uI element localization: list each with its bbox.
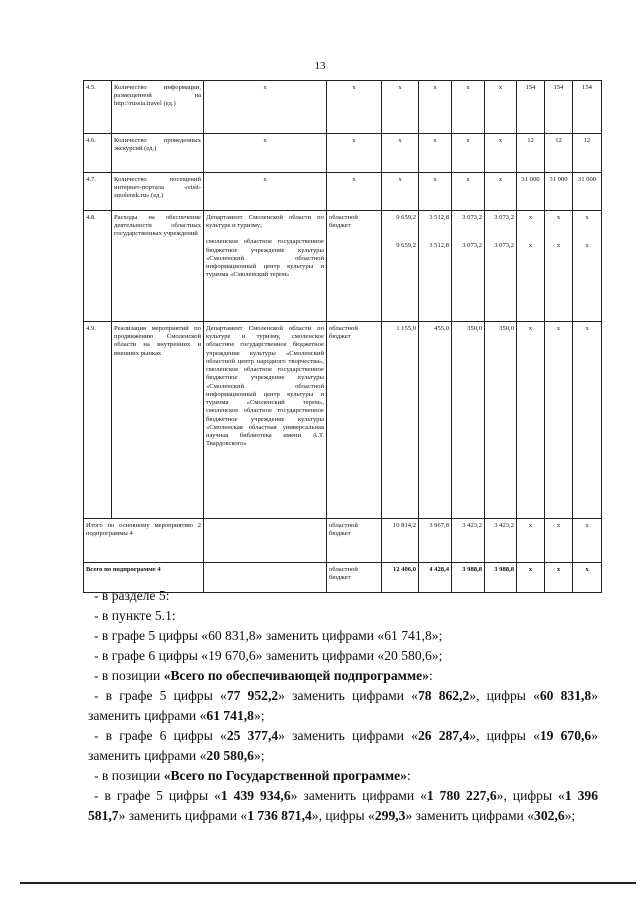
table-cell: х [545, 563, 573, 593]
table-cell: 31 000 [517, 173, 545, 211]
text-line: - в пункте 5.1: [94, 608, 176, 623]
executor-line: Департамент Смоленской области по культуре и туризму; [206, 214, 324, 230]
page-number: 13 [314, 60, 326, 72]
table-cell: 455,0 [419, 322, 452, 519]
table-cell: х [517, 563, 545, 593]
row-source: х [327, 173, 382, 211]
row-source: областной бюджет [327, 211, 382, 322]
text-line: - в графе 6 цифры «19 670,6» заменить цифрами «20 580,6»; [94, 648, 443, 663]
table-cell: х [452, 134, 485, 173]
table-cell: 4 428,4 [419, 563, 452, 593]
table-row [84, 322, 602, 519]
table-cell: х [485, 173, 517, 211]
text-line: - в позиции «Всего по Государственной программе»: [94, 768, 411, 783]
row-source: областной бюджет [327, 322, 382, 519]
row-name: Расходы на обеспечение деятельности областных государственных учреждений [112, 211, 204, 322]
table-cell: х [573, 563, 602, 593]
table-cell [485, 211, 517, 322]
table-cell: 12 [517, 134, 545, 173]
row-source: областной бюджет [327, 519, 382, 563]
table-cell: х [382, 173, 419, 211]
cell-value: 3 073,2 [462, 214, 482, 221]
row-number: 4.9. [84, 322, 112, 519]
cell-value: х [585, 214, 589, 221]
budget-table [83, 80, 602, 593]
cell-value: 3 073,2 [494, 214, 514, 221]
text-paragraph: - в графе 6 цифры «25 377,4» заменить цифрами «26 287,4», цифры «19 670,6» заменить цифрами «20 580,6»; [88, 728, 598, 763]
table-cell: х [382, 134, 419, 173]
table-cell [573, 211, 602, 322]
amendment-text [88, 586, 598, 826]
table-cell: 350,0 [485, 322, 517, 519]
table-cell: 12 [573, 134, 602, 173]
table-cell: х [517, 519, 545, 563]
table-cell: х [452, 173, 485, 211]
text-line: - в разделе 5: [94, 588, 170, 603]
table-row [84, 134, 602, 173]
table-cell: 3 423,2 [485, 519, 517, 563]
cell-value: х [528, 242, 533, 250]
table-cell: х [517, 322, 545, 519]
row-name: Количество информации, размещенной на http://russia.travel (ед.) [112, 81, 204, 134]
footer-rule [20, 882, 636, 884]
table-cell [452, 211, 485, 322]
table-row [84, 81, 602, 134]
table-cell: х [419, 134, 452, 173]
row-source: х [327, 134, 382, 173]
table-cell: 1 155,0 [382, 322, 419, 519]
table-cell: 154 [573, 81, 602, 134]
text-paragraph: - в графе 5 цифры «77 952,2» заменить цифрами «78 862,2», цифры «60 831,8» заменить цифрами «61 741,8»; [88, 688, 598, 723]
table-cell: 3 967,8 [419, 519, 452, 563]
table-cell: х [573, 519, 602, 563]
table-cell: 350,0 [452, 322, 485, 519]
cell-value: х [556, 242, 561, 250]
table-cell: 3 988,8 [452, 563, 485, 593]
row-executor: х [204, 173, 327, 211]
row-executor: х [204, 81, 327, 134]
table-cell [517, 211, 545, 322]
table-cell: 154 [545, 81, 573, 134]
cell-value: 3 073,2 [494, 242, 514, 250]
table-cell: 3 423,2 [452, 519, 485, 563]
table-row [84, 519, 602, 563]
table-cell: 10 814,2 [382, 519, 419, 563]
row-executor: Департамент Смоленской области по культуре и туризму, смоленское областное государственное бюджетное учреждение культуры «Смоленский областной центр народного творчества», смоленское областное государственное бюджетное учреждение культуры «Смоленский областной информационный центр культуры и туризма «Смоленский терем», смоленское областное государственное бюджетное учреждение культуры «Смоленская областная универсальная научная библиотека имени А.Т. Твардовского» [204, 322, 327, 519]
table-cell: х [382, 81, 419, 134]
table-cell: 31 000 [573, 173, 602, 211]
table-row [84, 173, 602, 211]
row-name: Количество проведенных экскурсий (ед.) [112, 134, 204, 173]
table-cell: х [452, 81, 485, 134]
table-cell: х [485, 134, 517, 173]
row-number: 4.7. [84, 173, 112, 211]
cell-value: 3 073,2 [462, 242, 482, 250]
cell-value: х [556, 214, 561, 221]
table-cell: х [573, 322, 602, 519]
row-source: х [327, 81, 382, 134]
table-cell [382, 211, 419, 322]
row-executor [204, 519, 327, 563]
cell-value: х [528, 214, 533, 221]
row-source: областной бюджет [327, 563, 382, 593]
executor-line: смоленское областное государственное бюджетное учреждение культуры «Смоленский областной информационный центр культуры и туризма «Смоленский терем» [206, 238, 324, 279]
cell-value: 3 512,8 [429, 242, 449, 250]
cell-value: 3 512,8 [429, 214, 449, 221]
table-cell [545, 211, 573, 322]
table-cell: х [419, 81, 452, 134]
text-line: - в позиции «Всего по обеспечивающей подпрограмме»: [94, 668, 433, 683]
cell-value: 9 659,2 [396, 214, 416, 221]
row-number: 4.6. [84, 134, 112, 173]
table-cell: х [545, 519, 573, 563]
row-name: Всего по подпрограмме 4 [84, 563, 204, 593]
table-cell: х [485, 81, 517, 134]
table-cell: 12 [545, 134, 573, 173]
table-cell: 12 406,0 [382, 563, 419, 593]
row-executor [204, 211, 327, 322]
row-name: Итого по основному мероприятию 2 подпрограммы 4 [84, 519, 204, 563]
text-line: - в графе 5 цифры «60 831,8» заменить цифрами «61 741,8»; [94, 628, 443, 643]
table-row [84, 211, 602, 322]
row-name: Реализация мероприятий по продвижению Смоленской области на внутренних и внешних рынках [112, 322, 204, 519]
row-number: 4.8. [84, 211, 112, 322]
cell-value: х [585, 242, 589, 250]
row-number: 4.5. [84, 81, 112, 134]
text-paragraph: - в графе 5 цифры «1 439 934,6» заменить цифрами «1 780 227,6», цифры «1 396 581,7» заменить цифрами «1 736 871,4», цифры «299,3» заменить цифрами «302,6»; [88, 788, 599, 823]
row-name: Количество посещений интернет-портала «visit-smolensk.ru» (ед.) [112, 173, 204, 211]
table-cell: 154 [517, 81, 545, 134]
table-cell: 31 000 [545, 173, 573, 211]
row-executor: х [204, 134, 327, 173]
table-cell [419, 211, 452, 322]
table-cell: 3 988,8 [485, 563, 517, 593]
table-cell: х [419, 173, 452, 211]
table-cell: х [545, 322, 573, 519]
cell-value: 9 659,2 [396, 242, 416, 250]
